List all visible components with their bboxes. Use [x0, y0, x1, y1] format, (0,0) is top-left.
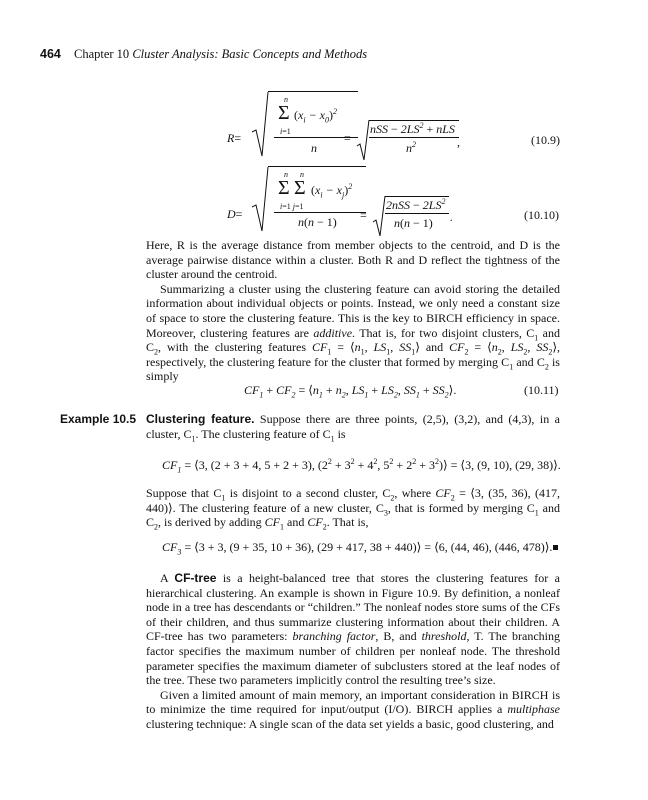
chapter-title: Cluster Analysis: Basic Concepts and Methods: [132, 47, 368, 61]
paragraph-clustering-features: Summarizing a cluster using the clustering feature can avoid storing the detailed information about individual objects or points. Instead, we only need a constant size of space to store the clustering feature. This is the key to BIRCH efficiency in space. Moreover, clustering features are additive. That is, for two disjoint clusters, $C_1$ and $C_2$, with the clustering features $CF_1$ = $⟨n_1$, $LS_1$, $SS_1⟩$ and $CF_2$ = $⟨n_2$, $LS_2$, $SS_2⟩$, respectively, the clustering feature for the cluster that formed by merging $C_1$ and $C_2$ is simply: [146, 281, 561, 384]
sqrt-symbol-small: [356, 118, 370, 162]
paragraph-birch-io: Given a limited amount of main memory, an important consideration in BIRCH is to minimize the time required for input/output (I/O). BIRCH applies a multiphase clustering technique: A single scan of the data set yields a basic, good clustering, and: [146, 687, 560, 731]
page-header: [40, 47, 367, 62]
chapter-label: Chapter 10: [73, 47, 130, 61]
equation-cf3: $CF_3$ = ⟨3 + 3, (9 + 35, 10 + 36), (29 + 417, 38 + 440)⟩ = ⟨6, (44, 46), (446, 478)⟩.: [162, 540, 553, 557]
example-continuation: Suppose that $C_1$ is disjoint to a second cluster, $C_2$, where $CF_2$ = ⟨3, (35, 36), (417, 440)⟩. The clustering feature of a new cluster, $C_3$, that is formed by merging $C_1$ and $C_2$, is derived by adding $CF_1$ and $CF_2$. That is,: [146, 486, 560, 532]
equation-number: (10.11): [524, 383, 559, 397]
equation-number: (10.9): [531, 133, 560, 147]
paragraph-cf-tree: A CF-tree is a height-balanced tree that stores the clustering features for a hierarchical clustering. An example is shown in Figure 10.9. By definition, a nonleaf node in a tree has descendants or “children.” The nonleaf nodes store sums of the CFs of their children, and thus summarize clustering information about their children. A CF-tree has two parameters: branching factor, B, and threshold, T. The branching factor specifies the maximum number of children per nonleaf node. The threshold parameter specifies the maximum diameter of subclusters stored at the leaf nodes of the tree. These two parameters implicitly control the resulting tree’s size.: [146, 571, 560, 688]
equation-cf1: $CF_1$ = ⟨3, (2 + 3 + 4, 5 + 2 + 3), ($2^2 + 3^2 + 4^2$, $5^2 + 2^2$ + $3^2)⟩$ = ⟨3, (9, 10), (29, 38)⟩.: [162, 457, 561, 475]
body-text-block-1: [146, 238, 560, 384]
example-label: Example 10.5: [60, 412, 137, 426]
sqrt-symbol: [250, 165, 270, 235]
paragraph-definition: Here, R is the average distance from member objects to the centroid, and D is the average pairwise distance within a cluster. Both R and D reflect the tightness of the cluster around the centroid.: [146, 238, 560, 282]
sqrt-symbol: [250, 90, 270, 160]
example-text: Clustering feature. Suppose there are three points, (2,5), (3,2), and (4,3), in a cluster, $C_1$. The clustering feature of $C_1$ is: [146, 412, 560, 443]
qed-symbol: [553, 545, 558, 550]
sqrt-symbol-small: [372, 194, 386, 238]
page-number: 464: [40, 47, 61, 61]
example-title: Clustering feature.: [146, 412, 255, 426]
equation-number: (10.10): [524, 208, 559, 222]
body-text-block-cf-tree: [146, 571, 560, 732]
